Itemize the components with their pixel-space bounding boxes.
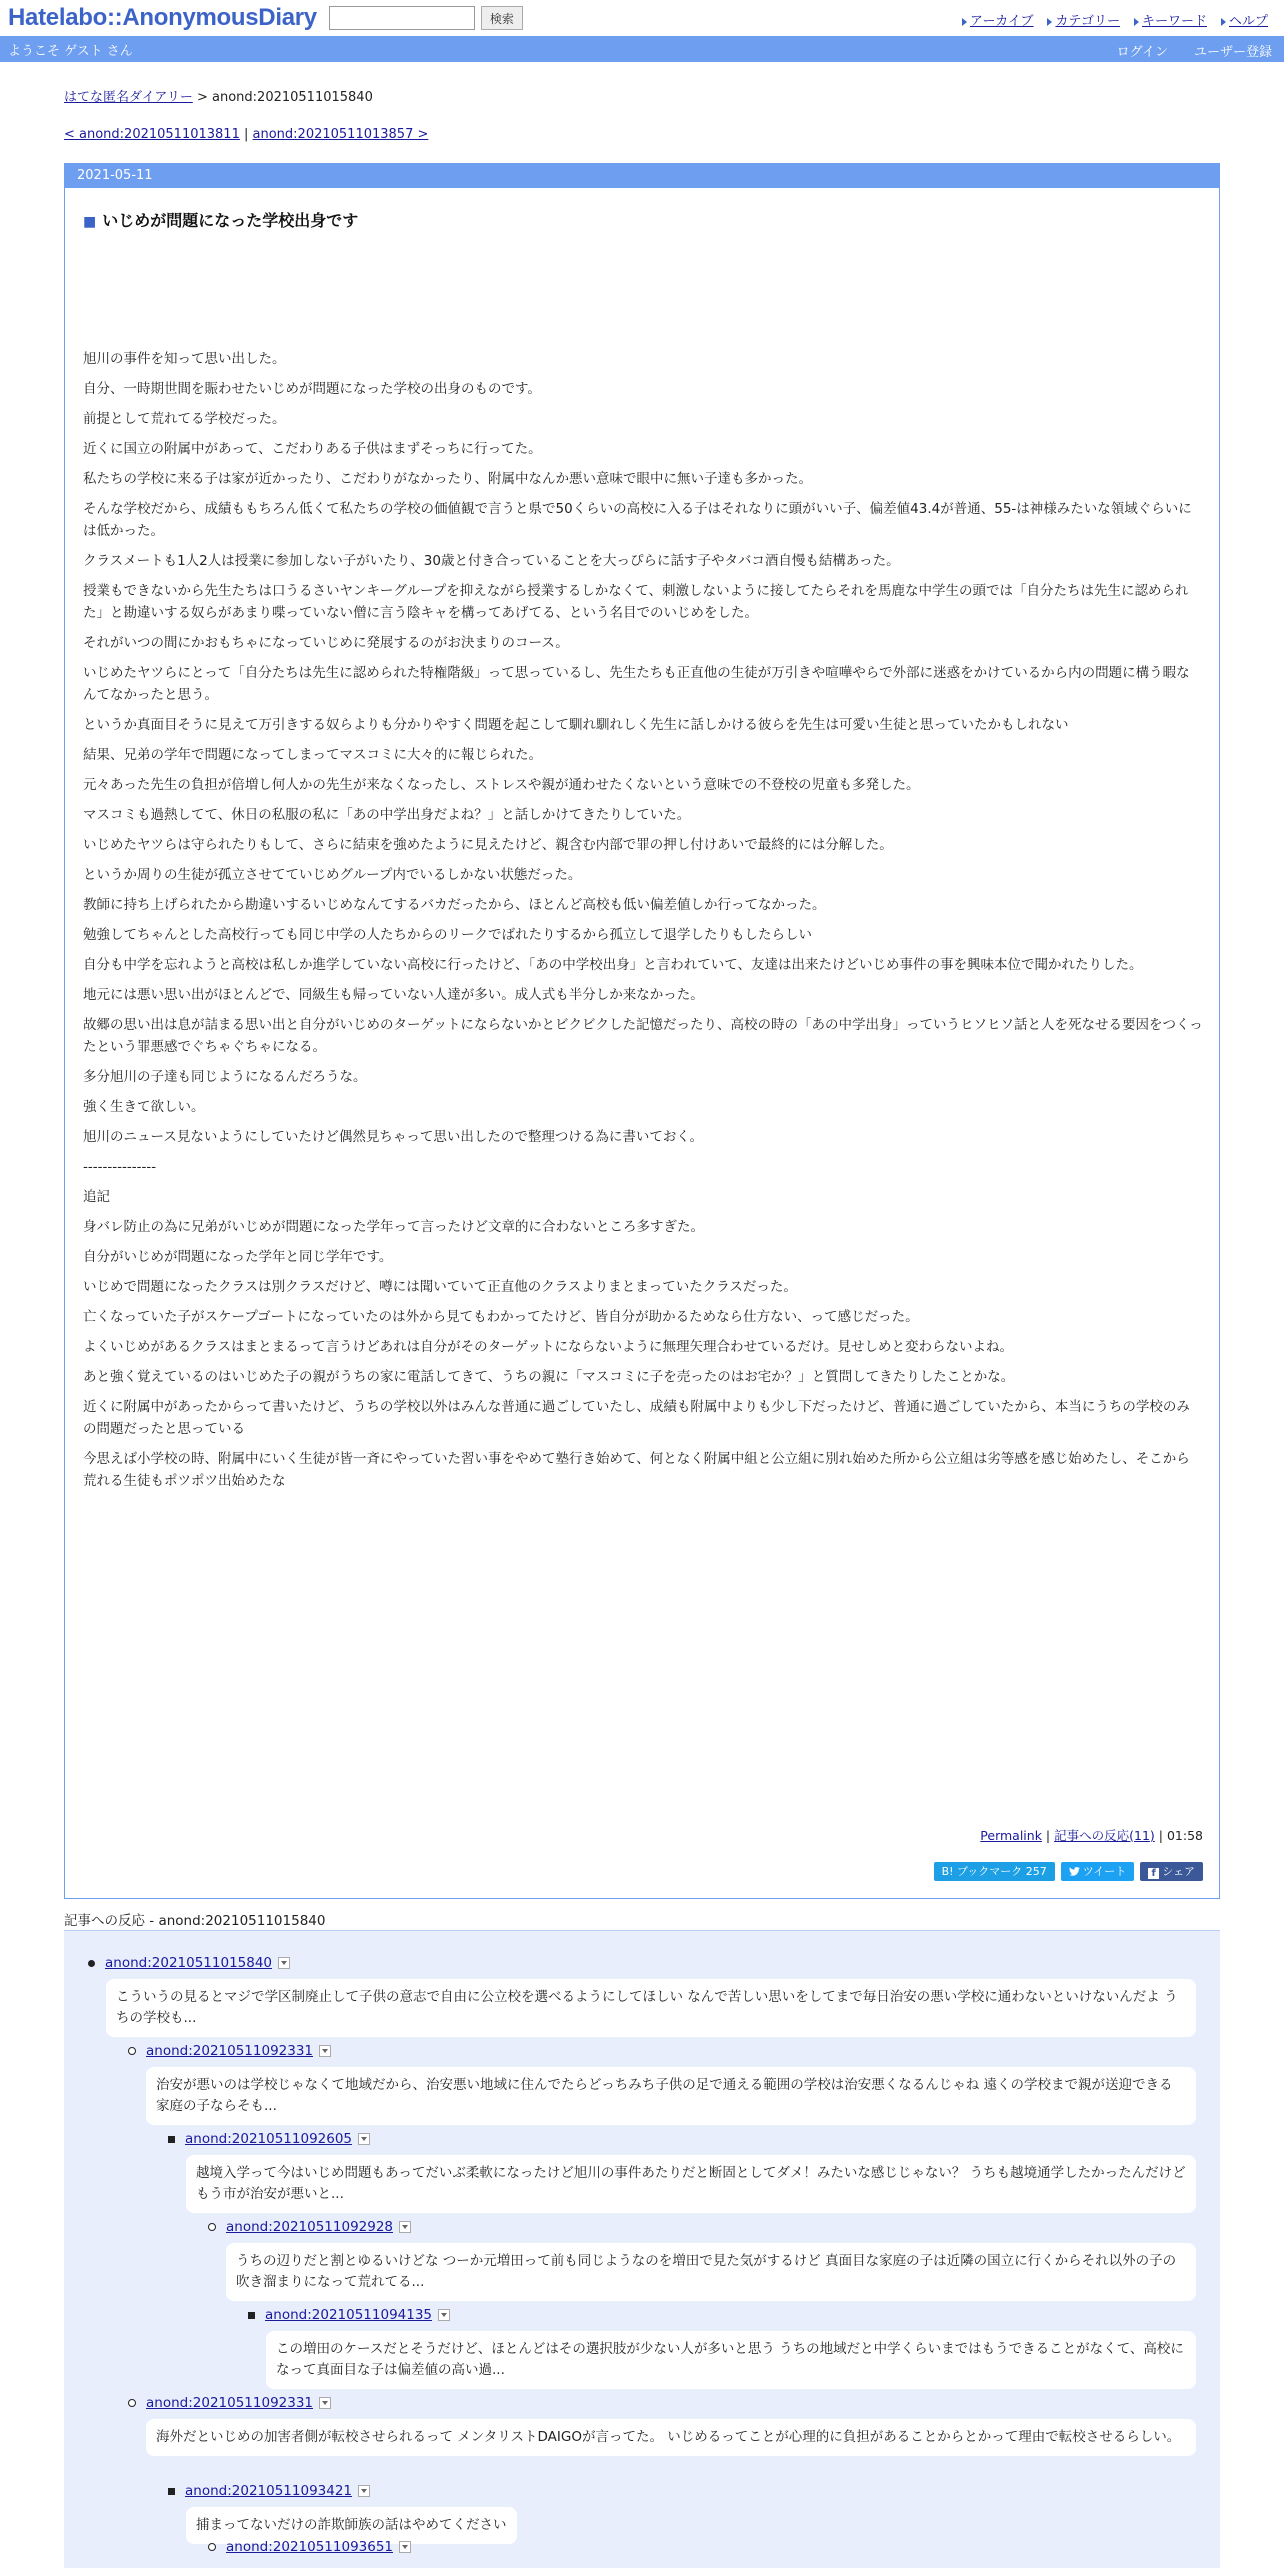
breadcrumb-current: anond:20210511015840 xyxy=(212,90,373,105)
reaction-excerpt: 治安が悪いのは学校じゃなくて地域だから、治安悪い地域に住んでたらどっちみち子供の足で通える範囲の学校は治安悪くなるんじゃね 遠くの学校まで親が送迎できる家庭の子ならそも... xyxy=(146,2067,1196,2125)
diary-entry xyxy=(64,163,1220,1899)
category-link[interactable]: カテゴリー xyxy=(1047,10,1119,29)
reaction-excerpt: うちの辺りだと割とゆるいけどな つーか元増田って前も同じようなのを増田で見た気がするけど 真面目な家庭の子は近隣の国立に行くからそれ以外の子の吹き溜まりになって荒れてる... xyxy=(226,2243,1196,2301)
reaction-link[interactable]: anond:20210511093421 xyxy=(185,2483,353,2499)
permalink-link[interactable]: Permalink xyxy=(980,1828,1042,1843)
entry-paragraph: いじめで問題になったクラスは別クラスだけど、噂には聞いていて正直他のクラスよりまとまっていたクラスだった。 xyxy=(83,1279,797,1295)
facebook-share-button[interactable] xyxy=(1140,1862,1203,1881)
entry-paragraph: よくいじめがあるクラスはまとまるって言うけどあれは自分がそのターゲットにならないように無理矢理合わせているだけ。見せしめと変わらないよね。 xyxy=(83,1339,1014,1355)
entry-paragraph: --------------- xyxy=(83,1159,157,1175)
prev-entry-link[interactable]: < anond:20210511013811 xyxy=(64,127,240,142)
entry-paragraph: いじめたヤツらにとって「自分たちは先生に認められた特権階級」って思っているし、先生たちも正直他の生徒が万引きや喧嘩やらで外部に迷惑をかけているから内の問題に構う暇なんてなかったと思う。 xyxy=(83,665,1190,703)
hatena-bookmark-count: 257 xyxy=(1025,1865,1047,1878)
twitter-bird-icon xyxy=(1069,1867,1080,1876)
reactions-count: 11 xyxy=(1134,1828,1150,1843)
facebook-f-icon: f xyxy=(1148,1868,1159,1879)
entry-paragraph: あと強く覚えているのはいじめた子の親がうちの家に電話してきて、うちの親に「マスコミに子を売ったのはお宅か？」と質問してきたりしたことかな。 xyxy=(83,1369,1015,1385)
entry-paragraph: 追記 xyxy=(83,1189,110,1205)
list-bullet xyxy=(128,2399,136,2407)
dropdown-icon[interactable] xyxy=(438,2309,450,2321)
tweet-button[interactable] xyxy=(1061,1862,1134,1881)
reaction-link[interactable]: anond:20210511092331 xyxy=(146,2043,314,2059)
reaction-item xyxy=(168,2483,1196,2544)
entry-paragraph: 元々あった先生の負担が倍増し何人かの先生が来なくなったし、ストレスや親が通わせたくないという意味での不登校の児童も多発した。 xyxy=(83,777,920,793)
entry-paragraph: 近くに国立の附属中があって、こだわりある子供はまずそっちに行ってた。 xyxy=(83,441,542,457)
dropdown-icon[interactable] xyxy=(278,1957,290,1969)
reaction-excerpt: 越境入学って今はいじめ問題もあってだいぶ柔軟になったけど旭川の事件あたりだと断固としてダメ！みたいな感じじゃない？ うちも越境通学したかったんだけどもう市が治安が悪いと... xyxy=(186,2155,1196,2213)
title-square-icon[interactable]: ■ xyxy=(83,214,97,230)
footer-separator: | xyxy=(1041,1828,1055,1843)
search-button[interactable]: 検索 xyxy=(481,6,523,30)
archive-link[interactable]: アーカイブ xyxy=(962,10,1034,29)
reaction-link[interactable]: anond:20210511092331 xyxy=(146,2395,314,2411)
entry-paragraph: 身バレ防止の為に兄弟がいじめが問題になった学年って言ったけど文章的に合わないところ多すぎた。 xyxy=(83,1219,704,1235)
entry-paragraph: マスコミも過熱してて、休日の私服の私に「あの中学出身だよね？」と話しかけてきたりしていた。 xyxy=(83,807,691,823)
next-entry-link[interactable]: anond:20210511013857 > xyxy=(252,127,429,142)
entry-paragraph: 亡くなっていた子がスケープゴートになっていたのは外から見てもわかってたけど、皆自分が助かるためなら仕方ない、って感じだった。 xyxy=(83,1309,919,1325)
entry-paragraph: 今思えば小学校の時、附属中にいく生徒が皆一斉にやっていた習い事をやめて塾行き始めて、何となく附属中組と公立組に別れ始めた所から公立組は劣等感を感じ始めたし、そこから荒れる生徒もポツポツ出始めたな xyxy=(83,1451,1190,1489)
list-bullet xyxy=(168,2136,175,2143)
dropdown-icon[interactable] xyxy=(319,2045,331,2057)
reactions-link-label: 記事への反応( xyxy=(1054,1828,1134,1843)
list-bullet xyxy=(248,2312,255,2319)
entry-paragraph: クラスメートも1人2人は授業に参加しない子がいたり、30歳と付き合っていることを大っぴらに話す子やタバコ酒自慢も結構あった。 xyxy=(83,553,900,569)
reaction-link[interactable]: anond:20210511092605 xyxy=(185,2131,353,2147)
site-logo[interactable]: Hatelabo::AnonymousDiary xyxy=(8,4,317,31)
reactions-tree xyxy=(64,1930,1220,2568)
entry-paragraph: 前提として荒れてる学校だった。 xyxy=(83,411,286,427)
breadcrumb-separator: > xyxy=(192,90,213,105)
reaction-excerpt: こういうの見るとマジで学区制廃止して子供の意志で自由に公立校を選べるようにしてほしい なんで苦しい思いをしてまで毎日治安の悪い学校に通わないといけないんだよ うちの学校も... xyxy=(106,1979,1196,2037)
list-bullet xyxy=(208,2543,216,2551)
user-bar xyxy=(0,36,1284,62)
hatena-bookmark-label: B! ブックマーク xyxy=(941,1865,1023,1878)
entry-paragraph: 自分がいじめが問題になった学年と同じ学年です。 xyxy=(83,1249,393,1265)
entry-paragraph: 結果、兄弟の学年で問題になってしまってマスコミに大々的に報じられた。 xyxy=(83,747,542,763)
entry-paragraph: 自分、一時期世間を賑わせたいじめが問題になった学校の出身のものです。 xyxy=(83,381,541,397)
entry-paragraph: 近くに附属中があったからって書いたけど、うちの学校以外はみんな普通に過ごしていたし、成績も附属中よりも少し下だったけど、普通に過ごしていたから、本当にうちの学校のみの問題だったと思っている xyxy=(83,1399,1190,1437)
keyword-link[interactable]: キーワード xyxy=(1134,10,1207,29)
entry-paragraph: というか真面目そうに見えて万引きする奴らよりも分かりやすく問題を起こして馴れ馴れしく先生に話しかける彼らを先生は可愛い生徒と思っていたかもしれない xyxy=(83,717,1069,733)
top-header xyxy=(0,0,1284,36)
list-bullet xyxy=(168,2488,175,2495)
reaction-item xyxy=(128,2043,1196,2125)
tweet-label: ツイート xyxy=(1082,1865,1127,1878)
top-nav-links xyxy=(962,10,1268,29)
entry-paragraph: 勉強してちゃんとした高校行っても同じ中学の人たちからのリークでばれたりするから孤立して退学したりもしたらしい xyxy=(83,927,812,943)
dropdown-icon[interactable] xyxy=(358,2485,370,2497)
reaction-link[interactable]: anond:20210511015840 xyxy=(105,1955,273,1971)
reaction-item xyxy=(208,2539,1196,2555)
hatena-bookmark-button[interactable] xyxy=(934,1862,1055,1881)
breadcrumb-home-link[interactable]: はてな匿名ダイアリー xyxy=(64,90,193,105)
reaction-item xyxy=(208,2219,1196,2301)
dropdown-icon[interactable] xyxy=(319,2397,331,2409)
entry-paragraph: 旭川のニュース見ないようにしていたけど偶然見ちゃって思い出したので整理つける為に書いておく。 xyxy=(83,1129,704,1145)
reaction-item xyxy=(88,1955,1196,2037)
help-link[interactable]: ヘルプ xyxy=(1221,10,1268,29)
list-bullet xyxy=(88,1960,95,1967)
entry-paragraph: 地元には悪い思い出がほとんどで、同級生も帰っていない人達が多い。成人式も半分しか来なかった。 xyxy=(83,987,704,1003)
register-link[interactable]: ユーザー登録 xyxy=(1193,45,1272,60)
share-label: シェア xyxy=(1162,1865,1195,1878)
reactions-link-close: ) xyxy=(1149,1828,1155,1843)
reactions-heading: 記事への反応 - anond:20210511015840 xyxy=(64,1913,326,1929)
entry-paragraph: 授業もできないから先生たちは口うるさいヤンキーグループを抑えながら授業するしかなくて、刺激しないように接してたらそれを馬鹿な中学生の頭では「自分たちは先生に認められた」と勘違いする奴らがあまり喋っていない僧に言う陰キャを構ってあげてる、という名目でのいじめをした。 xyxy=(83,583,1189,621)
reaction-excerpt: この増田のケースだとそうだけど、ほとんどはその選択肢が少ない人が多いと思う うちの地域だと中学くらいまではもうできることがなくて、高校になって真面目な子は偏差値の高い過... xyxy=(266,2331,1196,2389)
entry-paragraph: 故郷の思い出は息が詰まる思い出と自分がいじめのターゲットにならないかとビクビクした記憶だったり、高校の時の「あの中学出身」っていうヒソヒソ話と人を死なせる要因をつくったという罪悪感でぐちゃぐちゃになる。 xyxy=(83,1017,1203,1055)
entry-paragraph: というか周りの生徒が孤立させてていじめグループ内でいるしかない状態だった。 xyxy=(83,867,582,883)
search-input[interactable] xyxy=(329,6,475,30)
entry-paragraph: 教師に持ち上げられたから勘違いするいじめなんてするバカだったから、ほとんど高校も低い偏差値しか行ってなかった。 xyxy=(83,897,826,913)
prev-next-nav xyxy=(64,127,428,142)
dropdown-icon[interactable] xyxy=(358,2133,370,2145)
entry-paragraph: 旭川の事件を知って思い出した。 xyxy=(83,351,286,367)
welcome-text: ようこそ ゲスト さん xyxy=(8,43,133,59)
entry-paragraph: 多分旭川の子達も同じようになるんだろうな。 xyxy=(83,1069,367,1085)
nav-separator: | xyxy=(239,127,253,142)
reaction-item xyxy=(248,2307,1196,2389)
entry-paragraph: 強く生きて欲しい。 xyxy=(83,1099,205,1115)
reaction-link[interactable]: anond:20210511093651 xyxy=(226,2539,394,2555)
entry-paragraph: いじめたヤツらは守られたりもして、さらに結束を強めたように見えたけど、親含む内部で罪の押し付けあいで最終的には分解した。 xyxy=(83,837,893,853)
login-link[interactable]: ログイン xyxy=(1116,45,1168,60)
entry-title-text: いじめが問題になった学校出身です xyxy=(102,211,359,230)
breadcrumb xyxy=(64,86,373,105)
entry-body xyxy=(83,348,1203,1500)
account-links xyxy=(1117,41,1272,60)
reaction-link[interactable]: anond:20210511092928 xyxy=(226,2219,394,2235)
list-bullet xyxy=(208,2223,216,2231)
entry-time: 01:58 xyxy=(1166,1828,1203,1843)
share-buttons xyxy=(934,1862,1203,1881)
entry-paragraph: そんな学校だから、成績ももちろん低くて私たちの学校の価値観で言うと県で50くらいの高校に入る子はそれなりに頭がいい子、偏差値43.4が普通、55-は神様みたいな領域ぐらいには低かった。 xyxy=(83,501,1192,539)
entry-paragraph: 私たちの学校に来る子は家が近かったり、こだわりがなかったり、附属中なんか悪い意味で眼中に無い子達も多かった。 xyxy=(83,471,812,487)
reaction-excerpt: 海外だといじめの加害者側が転校させられるって メンタリストDAIGOが言ってた。 いじめるってことが心理的に負担があることからとかって理由で転校させるらしい。 xyxy=(146,2419,1196,2456)
reaction-link[interactable]: anond:20210511094135 xyxy=(265,2307,433,2323)
reaction-excerpt: 捕まってないだけの詐欺師族の話はやめてください xyxy=(186,2507,517,2544)
dropdown-icon[interactable] xyxy=(399,2221,411,2233)
reactions-link[interactable] xyxy=(1054,1828,1155,1843)
entry-paragraph: それがいつの間にかおもちゃになっていじめに発展するのがお決まりのコース。 xyxy=(83,635,569,651)
entry-paragraph: 自分も中学を忘れようと高校は私しか進学していない高校に行ったけど、「あの中学校出身」と言われていて、友達は出来たけどいじめ事件の事を興味本位で聞かれたりした。 xyxy=(83,957,1143,973)
list-bullet xyxy=(128,2047,136,2055)
entry-footer xyxy=(980,1826,1203,1844)
entry-date: 2021-05-11 xyxy=(65,164,1219,188)
reaction-item xyxy=(128,2395,1196,2456)
reaction-item xyxy=(168,2131,1196,2213)
dropdown-icon[interactable] xyxy=(399,2541,411,2553)
entry-title xyxy=(83,208,358,231)
footer-separator: | xyxy=(1154,1828,1167,1843)
